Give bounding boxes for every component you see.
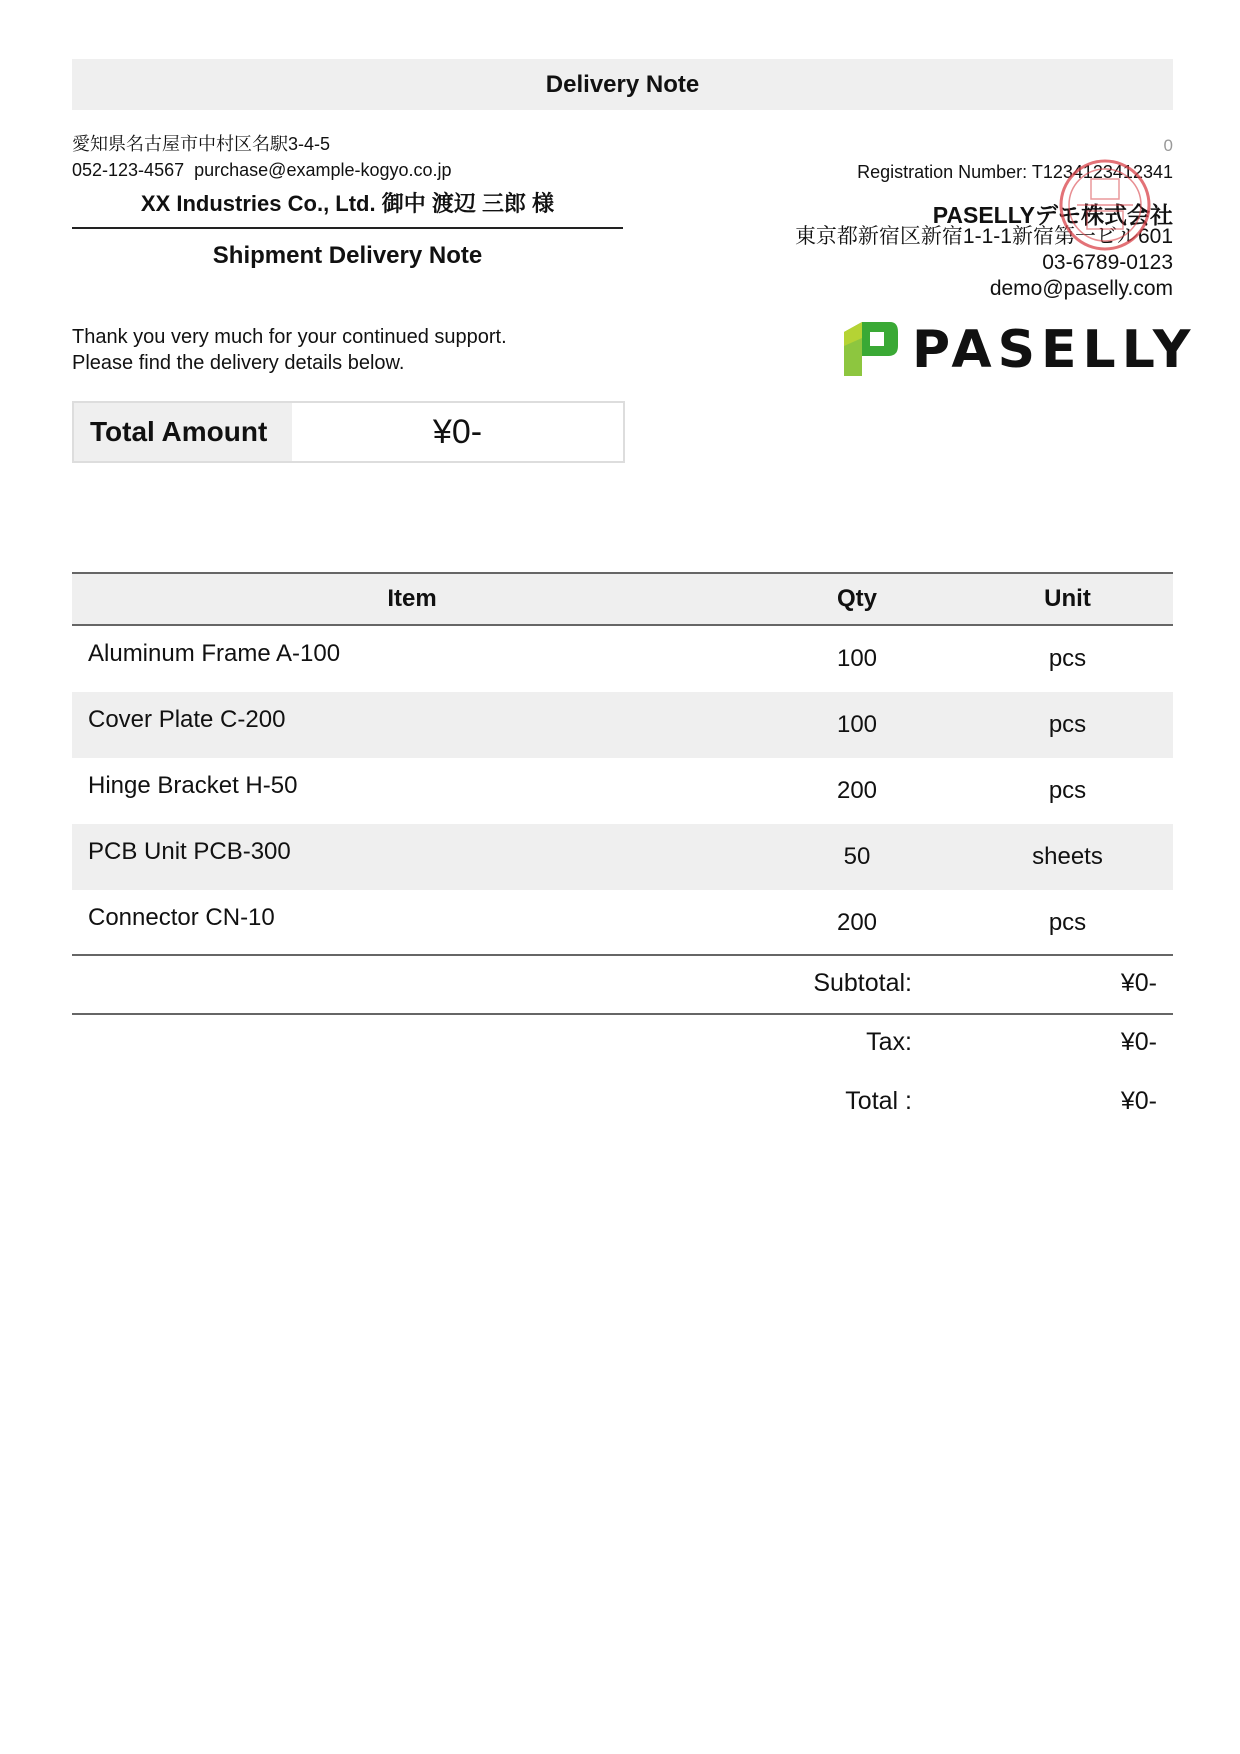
total-label: Total : — [845, 1087, 912, 1115]
recipient-address: 愛知県名古屋市中村区名駅3-4-5 — [72, 134, 331, 154]
company-seal-icon — [1057, 157, 1153, 253]
sender-name: PASELLYデモ株式会社 — [932, 202, 1173, 228]
tax-label: Tax: — [866, 1028, 912, 1056]
recipient-name: XX Industries Co., Ltd. 御中 渡辺 三郎 様 — [72, 187, 623, 229]
document-title-bar — [72, 59, 1173, 110]
table-row — [72, 758, 1173, 824]
row-qty: 100 — [836, 645, 878, 672]
row-qty: 50 — [752, 824, 962, 890]
logo-wordmark: PASELLY — [912, 320, 1197, 380]
row-unit: pcs — [1048, 909, 1087, 936]
table-row — [72, 890, 1173, 956]
row-qty: 200 — [836, 777, 878, 804]
header-qty: Qty — [752, 573, 962, 625]
row-item: Connector CN-10 — [88, 904, 275, 931]
sender-address: 東京都新宿区新宿1-1-1新宿第一ビル601 — [794, 225, 1173, 248]
sender-phone: 03-6789-0123 — [1042, 251, 1173, 274]
table-row — [72, 625, 1173, 692]
tax-value: ¥0- — [1120, 1028, 1157, 1056]
total-value: ¥0- — [1120, 1087, 1157, 1115]
greeting-line-1: Thank you very much for your continued support. — [72, 326, 507, 348]
registration-number: Registration Number: T1234123412341 — [857, 162, 1173, 182]
document-subtitle: Shipment Delivery Note — [212, 242, 483, 269]
table-row — [72, 692, 1173, 758]
sender-email: demo@paselly.com — [989, 277, 1173, 300]
row-item: Cover Plate C-200 — [72, 692, 752, 758]
header-unit: Unit — [962, 573, 1173, 625]
row-unit: pcs — [962, 692, 1173, 758]
row-unit: sheets — [962, 824, 1173, 890]
recipient-contact — [72, 157, 452, 183]
document-number: 0 — [1163, 136, 1173, 155]
row-item: Hinge Bracket H-50 — [88, 772, 298, 799]
subtotal-value: ¥0- — [1120, 969, 1157, 997]
company-logo — [840, 318, 1197, 383]
logo-mark-icon — [840, 318, 900, 380]
table-row — [72, 824, 1173, 890]
header-item: Item — [72, 573, 752, 625]
summary-divider-top — [72, 954, 1173, 956]
summary-divider-bottom — [72, 1013, 1173, 1015]
row-qty: 200 — [836, 909, 878, 936]
subtotal-label: Subtotal: — [813, 969, 912, 997]
row-item: Aluminum Frame A-100 — [88, 640, 341, 667]
greeting-line-2: Please find the delivery details below. — [72, 352, 405, 374]
document-title: Delivery Note — [545, 70, 700, 98]
items-table — [72, 572, 1173, 956]
total-amount-value: ¥0- — [432, 412, 483, 451]
table-header-row — [72, 573, 1173, 625]
total-amount-box — [72, 401, 625, 463]
recipient-email: purchase@example-kogyo.co.jp — [194, 160, 452, 180]
row-item: PCB Unit PCB-300 — [72, 824, 752, 890]
row-unit: pcs — [1048, 777, 1087, 804]
row-qty: 100 — [752, 692, 962, 758]
recipient-phone: 052-123-4567 — [72, 160, 185, 180]
greeting-message — [72, 324, 507, 376]
total-amount-label: Total Amount — [74, 403, 292, 461]
row-unit: pcs — [1048, 645, 1087, 672]
